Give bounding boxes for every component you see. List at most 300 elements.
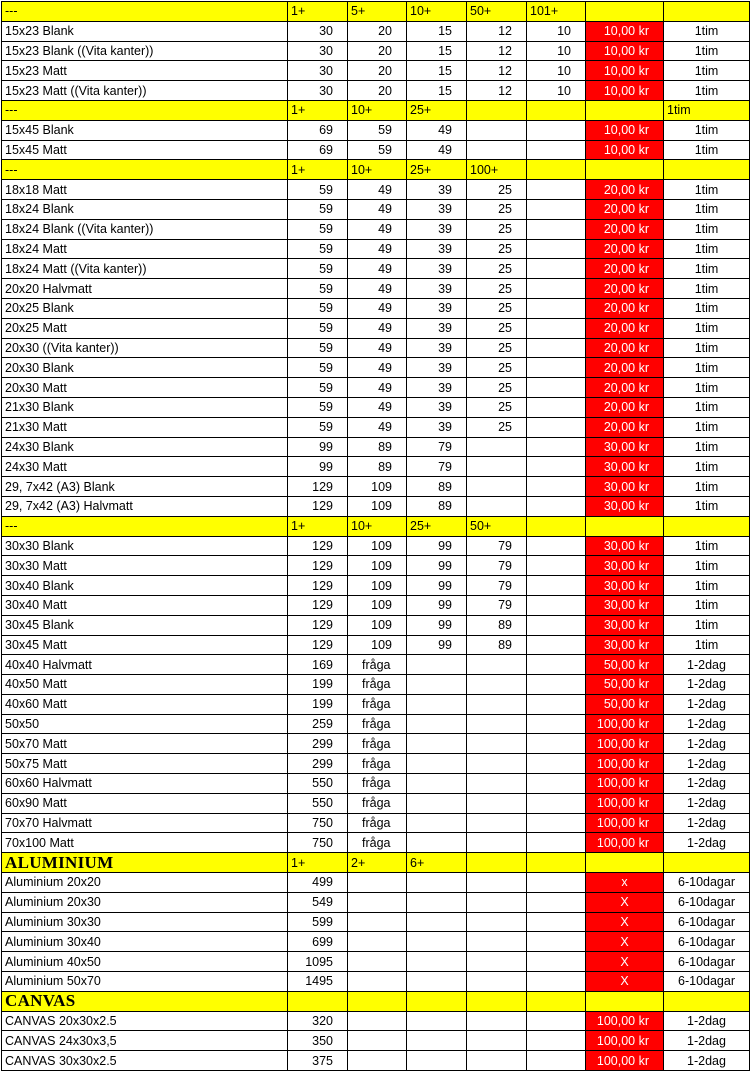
delivery-time: 1tim <box>664 41 750 61</box>
tier-price: 49 <box>407 120 467 140</box>
tier-price: 39 <box>407 199 467 219</box>
setup-price: 20,00 kr <box>586 199 664 219</box>
delivery-time: 1-2dag <box>664 1011 750 1031</box>
header-label: --- <box>2 160 288 180</box>
quantity-tier-header: 10+ <box>348 100 407 120</box>
quantity-tier-header: 1+ <box>288 100 348 120</box>
delivery-time: 1-2dag <box>664 813 750 833</box>
tier-price: 39 <box>407 338 467 358</box>
product-name: 18x18 Matt <box>2 180 288 200</box>
tier-price: 99 <box>407 576 467 596</box>
setup-price: 10,00 kr <box>586 81 664 101</box>
tier-price: 12 <box>467 21 527 41</box>
time-header-cell <box>664 2 750 22</box>
table-row <box>2 279 750 299</box>
table-row <box>2 61 750 81</box>
product-name: 15x45 Blank <box>2 120 288 140</box>
tier-price: 25 <box>467 180 527 200</box>
tier-price: 699 <box>288 932 348 952</box>
setup-price: X <box>586 952 664 972</box>
delivery-time: 1tim <box>664 318 750 338</box>
tier-price: 99 <box>407 615 467 635</box>
tier-price: 49 <box>348 259 407 279</box>
delivery-time: 1tim <box>664 199 750 219</box>
table-row <box>2 397 750 417</box>
tier-price: 129 <box>288 496 348 516</box>
quantity-tier-header: 10+ <box>348 516 407 536</box>
tier-price <box>467 912 527 932</box>
tier-price <box>527 120 586 140</box>
tier-price: 10 <box>527 21 586 41</box>
tier-price: 109 <box>348 576 407 596</box>
table-row <box>2 932 750 952</box>
product-name: 18x24 Matt <box>2 239 288 259</box>
delivery-time: 1tim <box>664 556 750 576</box>
table-row <box>2 1011 750 1031</box>
delivery-time: 1-2dag <box>664 694 750 714</box>
tier-price: 49 <box>407 140 467 160</box>
tier-price: 550 <box>288 774 348 794</box>
tier-price <box>467 714 527 734</box>
tier-price <box>527 1011 586 1031</box>
tier-price <box>348 912 407 932</box>
table-row <box>2 1031 750 1051</box>
tier-price: 109 <box>348 496 407 516</box>
quantity-tier-header: 25+ <box>407 160 467 180</box>
product-name: 30x40 Matt <box>2 595 288 615</box>
setup-price: 20,00 kr <box>586 397 664 417</box>
time-header-cell <box>664 160 750 180</box>
time-header-cell <box>664 853 750 873</box>
quantity-tier-header <box>467 853 527 873</box>
tier-price: 25 <box>467 378 527 398</box>
tier-price: 39 <box>407 259 467 279</box>
tier-price: 99 <box>407 556 467 576</box>
setup-price: 20,00 kr <box>586 338 664 358</box>
table-row <box>2 892 750 912</box>
tier-price <box>527 397 586 417</box>
delivery-time: 1tim <box>664 635 750 655</box>
tier-price: 39 <box>407 239 467 259</box>
setup-price: 30,00 kr <box>586 457 664 477</box>
tier-price: 59 <box>288 239 348 259</box>
quantity-header-row <box>2 160 750 180</box>
tier-price <box>407 694 467 714</box>
table-row <box>2 457 750 477</box>
table-row <box>2 972 750 992</box>
tier-price: 59 <box>288 180 348 200</box>
tier-price: 69 <box>288 120 348 140</box>
tier-price: 59 <box>288 298 348 318</box>
tier-price <box>407 754 467 774</box>
tier-price: fråga <box>348 675 407 695</box>
tier-price: 350 <box>288 1031 348 1051</box>
tier-price <box>407 1011 467 1031</box>
tier-price: 10 <box>527 41 586 61</box>
tier-price <box>467 120 527 140</box>
quantity-tier-header <box>527 100 586 120</box>
tier-price: 109 <box>348 556 407 576</box>
table-row <box>2 496 750 516</box>
tier-price: fråga <box>348 774 407 794</box>
setup-price: 100,00 kr <box>586 1051 664 1071</box>
tier-price: 20 <box>348 61 407 81</box>
product-name: Aluminium 50x70 <box>2 972 288 992</box>
tier-price: 25 <box>467 358 527 378</box>
product-name: 40x50 Matt <box>2 675 288 695</box>
table-row <box>2 298 750 318</box>
tier-price <box>527 219 586 239</box>
price-header-cell <box>586 2 664 22</box>
tier-price <box>467 813 527 833</box>
tier-price <box>527 239 586 259</box>
product-name: 18x24 Matt ((Vita kanter)) <box>2 259 288 279</box>
tier-price: fråga <box>348 793 407 813</box>
table-row <box>2 952 750 972</box>
product-name: 20x30 ((Vita kanter)) <box>2 338 288 358</box>
tier-price: 39 <box>407 298 467 318</box>
table-row <box>2 556 750 576</box>
table-row <box>2 635 750 655</box>
tier-price: 59 <box>288 358 348 378</box>
product-name: 60x60 Halvmatt <box>2 774 288 794</box>
tier-price: 99 <box>288 457 348 477</box>
tier-price <box>467 694 527 714</box>
setup-price: 20,00 kr <box>586 219 664 239</box>
tier-price: 49 <box>348 318 407 338</box>
tier-price: 49 <box>348 219 407 239</box>
tier-price <box>467 1051 527 1071</box>
section-header-row <box>2 853 750 873</box>
product-name: CANVAS 24x30x3,5 <box>2 1031 288 1051</box>
tier-price: 109 <box>348 477 407 497</box>
tier-price <box>407 813 467 833</box>
product-name: 50x50 <box>2 714 288 734</box>
setup-price: 10,00 kr <box>586 120 664 140</box>
delivery-time: 1tim <box>664 437 750 457</box>
tier-price <box>467 1031 527 1051</box>
tier-price: 25 <box>467 417 527 437</box>
quantity-tier-header: 10+ <box>407 2 467 22</box>
setup-price: 100,00 kr <box>586 1031 664 1051</box>
tier-price: 49 <box>348 199 407 219</box>
tier-price: 49 <box>348 239 407 259</box>
tier-price: 20 <box>348 21 407 41</box>
tier-price: 499 <box>288 873 348 893</box>
setup-price: X <box>586 972 664 992</box>
tier-price <box>527 298 586 318</box>
delivery-time: 6-10dagar <box>664 873 750 893</box>
tier-price: 59 <box>288 417 348 437</box>
tier-price <box>527 694 586 714</box>
tier-price: 12 <box>467 61 527 81</box>
tier-price: 79 <box>407 457 467 477</box>
tier-price: 12 <box>467 81 527 101</box>
tier-price: 59 <box>288 338 348 358</box>
tier-price <box>527 675 586 695</box>
tier-price: 1495 <box>288 972 348 992</box>
tier-price: 79 <box>467 595 527 615</box>
tier-price <box>527 417 586 437</box>
tier-price <box>527 734 586 754</box>
product-name: 30x45 Blank <box>2 615 288 635</box>
setup-price: 20,00 kr <box>586 417 664 437</box>
tier-price <box>467 655 527 675</box>
tier-price <box>527 358 586 378</box>
setup-price: X <box>586 912 664 932</box>
quantity-tier-header: 25+ <box>407 100 467 120</box>
setup-price: x <box>586 873 664 893</box>
tier-price <box>407 714 467 734</box>
quantity-tier-header: 1+ <box>288 853 348 873</box>
product-name: 50x70 Matt <box>2 734 288 754</box>
tier-price <box>467 477 527 497</box>
table-row <box>2 477 750 497</box>
tier-price: 69 <box>288 140 348 160</box>
tier-price: 39 <box>407 180 467 200</box>
table-row <box>2 358 750 378</box>
table-row <box>2 912 750 932</box>
tier-price <box>527 972 586 992</box>
setup-price: 50,00 kr <box>586 694 664 714</box>
quantity-tier-header: 6+ <box>407 853 467 873</box>
tier-price: 59 <box>348 140 407 160</box>
delivery-time: 1tim <box>664 417 750 437</box>
tier-price: 320 <box>288 1011 348 1031</box>
tier-price: 25 <box>467 338 527 358</box>
product-name: 15x23 Blank ((Vita kanter)) <box>2 41 288 61</box>
table-row <box>2 219 750 239</box>
tier-price <box>348 932 407 952</box>
price-table-body <box>2 2 750 1071</box>
tier-price: 199 <box>288 694 348 714</box>
tier-price: 39 <box>407 279 467 299</box>
product-name: 30x30 Blank <box>2 536 288 556</box>
tier-price <box>527 655 586 675</box>
tier-price: 20 <box>348 41 407 61</box>
delivery-time: 1tim <box>664 338 750 358</box>
quantity-tier-header: 10+ <box>348 160 407 180</box>
delivery-time: 1tim <box>664 219 750 239</box>
tier-price <box>407 833 467 853</box>
tier-price: 129 <box>288 635 348 655</box>
tier-price: 109 <box>348 536 407 556</box>
tier-price: 129 <box>288 556 348 576</box>
table-row <box>2 378 750 398</box>
tier-price: 30 <box>288 21 348 41</box>
table-row <box>2 793 750 813</box>
tier-price <box>527 496 586 516</box>
product-name: 60x90 Matt <box>2 793 288 813</box>
tier-price: 15 <box>407 41 467 61</box>
tier-price: 30 <box>288 61 348 81</box>
delivery-time: 1-2dag <box>664 1051 750 1071</box>
quantity-tier-header: 2+ <box>348 853 407 873</box>
tier-price <box>527 873 586 893</box>
tier-price <box>527 833 586 853</box>
setup-price: 20,00 kr <box>586 259 664 279</box>
product-name: 15x23 Blank <box>2 21 288 41</box>
tier-price <box>348 873 407 893</box>
tier-price <box>527 457 586 477</box>
quantity-header-row <box>2 516 750 536</box>
setup-price: 50,00 kr <box>586 675 664 695</box>
setup-price: 30,00 kr <box>586 615 664 635</box>
tier-price: 59 <box>348 120 407 140</box>
table-row <box>2 873 750 893</box>
quantity-tier-header: 25+ <box>407 516 467 536</box>
delivery-time: 1tim <box>664 120 750 140</box>
tier-price: 25 <box>467 298 527 318</box>
tier-price: 89 <box>348 437 407 457</box>
tier-price: 59 <box>288 397 348 417</box>
table-row <box>2 140 750 160</box>
tier-price: 169 <box>288 655 348 675</box>
tier-price: 99 <box>288 437 348 457</box>
delivery-time: 1tim <box>664 81 750 101</box>
delivery-time: 1tim <box>664 536 750 556</box>
tier-price: 49 <box>348 298 407 318</box>
setup-price: 100,00 kr <box>586 1011 664 1031</box>
tier-price <box>467 734 527 754</box>
quantity-tier-header <box>467 100 527 120</box>
setup-price: 20,00 kr <box>586 358 664 378</box>
tier-price: 25 <box>467 279 527 299</box>
tier-price <box>527 259 586 279</box>
quantity-tier-header <box>527 160 586 180</box>
tier-price: fråga <box>348 833 407 853</box>
tier-price <box>467 833 527 853</box>
product-name: 70x70 Halvmatt <box>2 813 288 833</box>
tier-price: 89 <box>467 635 527 655</box>
header-label: --- <box>2 100 288 120</box>
quantity-tier-header: 50+ <box>467 2 527 22</box>
tier-price <box>407 774 467 794</box>
product-name: 20x25 Matt <box>2 318 288 338</box>
table-row <box>2 318 750 338</box>
tier-price <box>527 892 586 912</box>
table-row <box>2 437 750 457</box>
delivery-time: 1tim <box>664 279 750 299</box>
tier-price: 199 <box>288 675 348 695</box>
tier-price <box>527 774 586 794</box>
product-name: 24x30 Blank <box>2 437 288 457</box>
tier-price <box>467 437 527 457</box>
product-name: 15x23 Matt ((Vita kanter)) <box>2 81 288 101</box>
setup-price: 20,00 kr <box>586 298 664 318</box>
delivery-time: 1-2dag <box>664 675 750 695</box>
price-header-cell <box>586 100 664 120</box>
tier-price <box>348 1011 407 1031</box>
tier-price <box>407 873 467 893</box>
delivery-time: 6-10dagar <box>664 972 750 992</box>
tier-price: 25 <box>467 199 527 219</box>
product-name: 20x20 Halvmatt <box>2 279 288 299</box>
tier-price <box>527 793 586 813</box>
product-name: Aluminium 20x20 <box>2 873 288 893</box>
tier-price <box>527 378 586 398</box>
setup-price: 10,00 kr <box>586 140 664 160</box>
setup-price: 100,00 kr <box>586 774 664 794</box>
setup-price: 100,00 kr <box>586 793 664 813</box>
delivery-time: 1tim <box>664 140 750 160</box>
tier-price <box>527 813 586 833</box>
tier-price: 550 <box>288 793 348 813</box>
price-header-cell <box>586 516 664 536</box>
setup-price: 30,00 kr <box>586 496 664 516</box>
delivery-time: 1-2dag <box>664 833 750 853</box>
tier-price: 39 <box>407 397 467 417</box>
tier-price: 12 <box>467 41 527 61</box>
setup-price: 30,00 kr <box>586 595 664 615</box>
tier-price: 89 <box>348 457 407 477</box>
product-name: Aluminium 30x40 <box>2 932 288 952</box>
tier-price <box>527 556 586 576</box>
time-header-cell <box>664 991 750 1011</box>
tier-price: 129 <box>288 536 348 556</box>
tier-price: 79 <box>407 437 467 457</box>
table-row <box>2 813 750 833</box>
product-name: 20x25 Blank <box>2 298 288 318</box>
tier-price: 129 <box>288 615 348 635</box>
setup-price: 10,00 kr <box>586 21 664 41</box>
table-row <box>2 615 750 635</box>
delivery-time: 1-2dag <box>664 714 750 734</box>
tier-price <box>527 180 586 200</box>
tier-price <box>467 892 527 912</box>
product-name: 30x40 Blank <box>2 576 288 596</box>
tier-price <box>467 972 527 992</box>
delivery-time: 1tim <box>664 496 750 516</box>
delivery-time: 1tim <box>664 595 750 615</box>
setup-price: 30,00 kr <box>586 477 664 497</box>
quantity-tier-header <box>407 991 467 1011</box>
setup-price: 10,00 kr <box>586 61 664 81</box>
tier-price: fråga <box>348 734 407 754</box>
table-row <box>2 576 750 596</box>
tier-price: 59 <box>288 279 348 299</box>
tier-price <box>527 635 586 655</box>
tier-price <box>407 1051 467 1071</box>
tier-price <box>527 952 586 972</box>
product-name: 21x30 Matt <box>2 417 288 437</box>
tier-price: 79 <box>467 556 527 576</box>
tier-price: 49 <box>348 378 407 398</box>
tier-price: 109 <box>348 615 407 635</box>
delivery-time: 6-10dagar <box>664 952 750 972</box>
delivery-time: 1tim <box>664 298 750 318</box>
product-name: Aluminium 40x50 <box>2 952 288 972</box>
product-name: 20x30 Blank <box>2 358 288 378</box>
quantity-tier-header: 1+ <box>288 2 348 22</box>
tier-price: 49 <box>348 338 407 358</box>
tier-price: 299 <box>288 734 348 754</box>
tier-price <box>467 675 527 695</box>
quantity-tier-header: 101+ <box>527 2 586 22</box>
tier-price: fråga <box>348 754 407 774</box>
delivery-time: 1tim <box>664 358 750 378</box>
setup-price: X <box>586 892 664 912</box>
delivery-time: 1-2dag <box>664 793 750 813</box>
tier-price: 39 <box>407 417 467 437</box>
tier-price <box>527 338 586 358</box>
tier-price <box>527 477 586 497</box>
tier-price: 59 <box>288 199 348 219</box>
tier-price: 1095 <box>288 952 348 972</box>
tier-price: 39 <box>407 219 467 239</box>
tier-price: 59 <box>288 219 348 239</box>
tier-price: 25 <box>467 318 527 338</box>
